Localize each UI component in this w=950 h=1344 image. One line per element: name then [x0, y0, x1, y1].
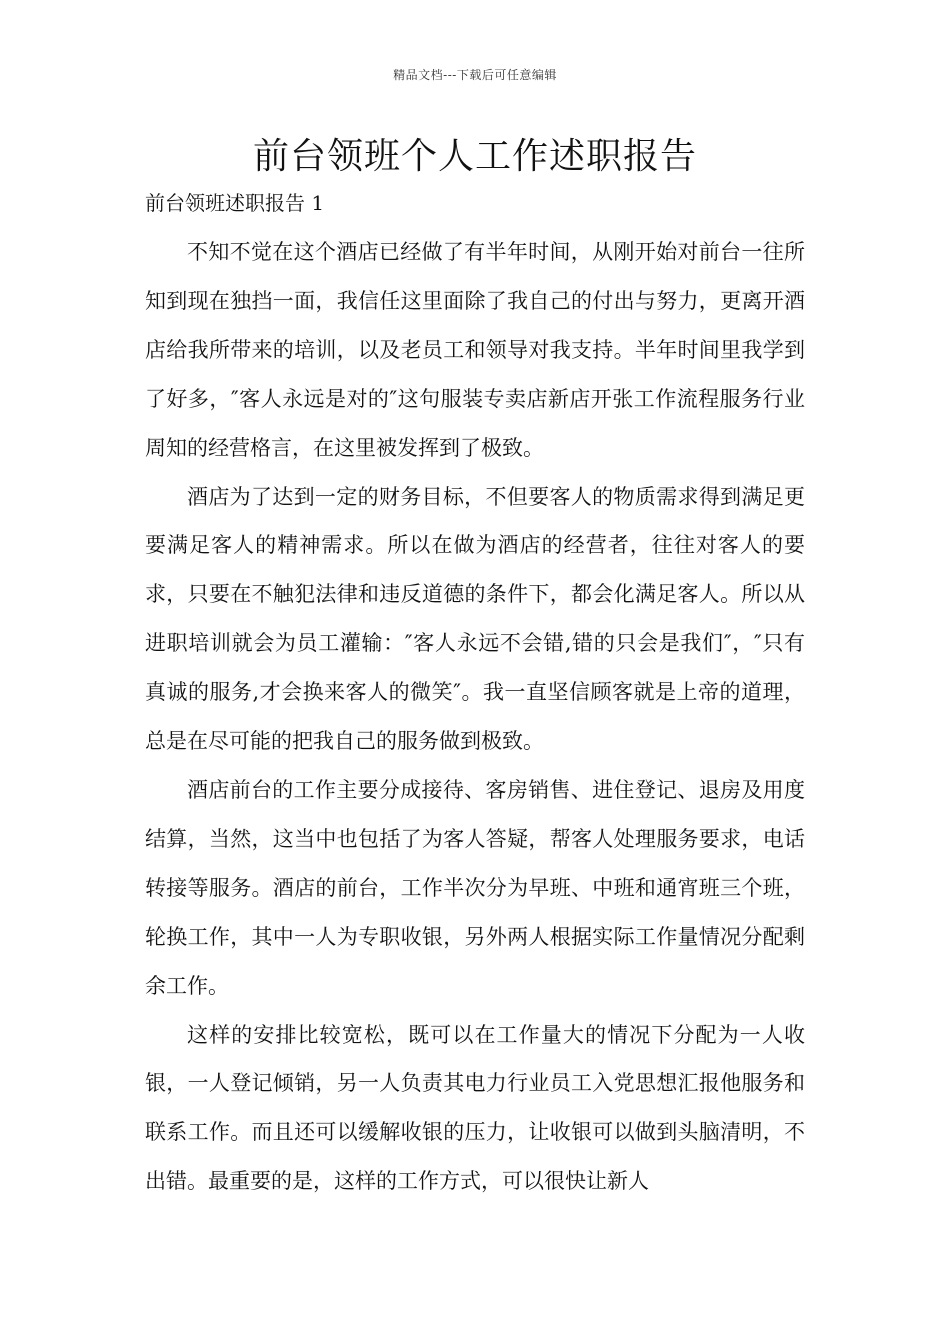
section-heading: 前台领班述职报告 1	[145, 191, 325, 215]
paragraph-3: 酒店前台的工作主要分成接待、客房销售、进住登记、退房及用度结算，当然，这当中也包括了为客人答疑，帮客人处理服务要求，电话转接等服务。酒店的前台，工作半次分为早班、中班和通宵班三个班，轮换工作，其中一人为专职收银，另外两人根据实际工作量情况分配剩余工作。	[145, 777, 805, 998]
paragraph-4: 这样的安排比较宽松，既可以在工作量大的情况下分配为一人收银，一人登记倾销，另一人负责其电力行业员工入党思想汇报他服务和联系工作。而且还可以缓解收银的压力，让收银可以做到头脑清明，不出错。最重要的是，这样的工作方式，可以很快让新人	[145, 1022, 805, 1194]
body-text	[145, 228, 805, 1206]
paragraph-2: 酒店为了达到一定的财务目标，不但要客人的物质需求得到满足更要满足客人的精神需求。所以在做为酒店的经营者，往往对客人的要求，只要在不触犯法律和违反道德的条件下，都会化满足客人。所以从进职培训就会为员工灌输：″客人永远不会错,错的只会是我们″，″只有真诚的服务,才会换来客人的微笑″。我一直坚信顾客就是上帝的道理，总是在尽可能的把我自己的服务做到极致。	[145, 484, 805, 754]
paragraph-1: 不知不觉在这个酒店已经做了有半年时间，从刚开始对前台一往所知到现在独挡一面，我信任这里面除了我自己的付出与努力，更离开酒店给我所带来的培训，以及老员工和领导对我支持。半年时间里我学到了好多，″客人永远是对的″这句服装专卖店新店开张工作流程服务行业周知的经营格言，在这里被发挥到了极致。	[145, 240, 805, 460]
document-title: 前台领班个人工作述职报告	[252, 136, 697, 177]
header-note: 精品文档---下载后可任意编辑	[393, 68, 557, 82]
